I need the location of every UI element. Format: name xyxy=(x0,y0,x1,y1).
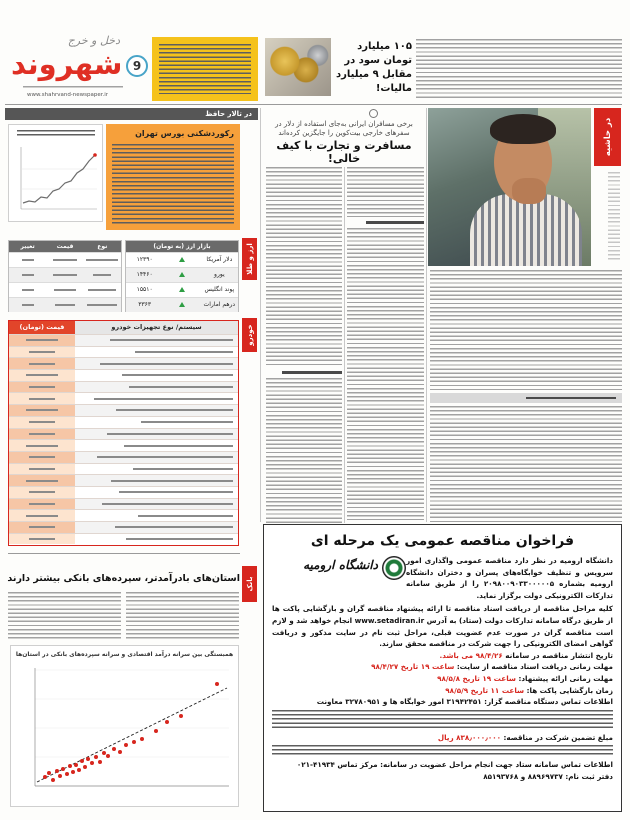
subheading xyxy=(282,371,342,374)
currency-tab-label: ارز و طلا xyxy=(245,243,254,275)
university-name: دانشگاه ارومیه xyxy=(303,558,378,572)
car-price-cell xyxy=(9,393,75,404)
scatter-point xyxy=(132,740,136,744)
tender-item: تاریخ انتشار مناقصه در سامانه ۹۸/۴/۲۶ می باشد. xyxy=(439,650,613,660)
table-row xyxy=(9,282,121,297)
illegible-text xyxy=(88,289,116,291)
car-price-cell xyxy=(9,475,75,486)
car-price-cell xyxy=(9,487,75,498)
gold-table-header xyxy=(9,241,121,252)
scatter-point xyxy=(179,714,183,718)
car-price-row xyxy=(9,533,238,545)
car-price-row xyxy=(9,334,238,346)
newspaper-logo: شهروند xyxy=(11,47,123,81)
column-header: تغییر xyxy=(20,243,35,250)
car-price-cell xyxy=(9,440,75,451)
section-title: دخل و خرج xyxy=(67,34,120,47)
currency-name: درهم امارات xyxy=(203,301,236,308)
bourse-report-title: رکوردشکنی بورس تهران xyxy=(135,129,234,138)
trend-line xyxy=(37,688,227,782)
scatter-point xyxy=(154,729,158,733)
illegible-text xyxy=(22,274,34,276)
tender-intro: دانشگاه ارومیه در نظر دارد مناقصه عمومی واگذاری امور سرویس و تنظیف خوابگاه‌های پسران و دختران دانشگاه ارومیه بشماره ۲۰۹۸۰۰۹۰۳۳۰۰۰۰۰۵ را از طریق سامانه تدارکات الکترونیکی دولت برگزار نماید. xyxy=(406,556,613,600)
scatter-point xyxy=(80,759,84,763)
scatter-point xyxy=(65,772,69,776)
issue-date-line xyxy=(23,86,123,90)
top-story-headline: ۱۰۵ میلیارد تومان سود در مقابل ۹ میلیارد مالیات! xyxy=(336,41,412,94)
car-price-cell xyxy=(9,510,75,521)
bourse-section-bar: در تالار حافظ xyxy=(5,108,258,120)
car-price-cell xyxy=(9,522,75,533)
illegible-text xyxy=(122,374,233,376)
trend-icon xyxy=(179,257,185,262)
scatter-point xyxy=(58,774,62,778)
car-price-cell xyxy=(9,417,75,428)
scatter-point xyxy=(90,761,94,765)
car-model-cell xyxy=(75,335,238,346)
illegible-text xyxy=(26,409,58,411)
car-model-cell xyxy=(75,464,238,475)
car-price-table xyxy=(8,320,239,546)
scatter-point xyxy=(112,747,116,751)
scatter-point xyxy=(98,760,102,764)
body-text xyxy=(272,745,613,757)
illegible-text xyxy=(116,409,233,411)
table-row xyxy=(9,267,121,282)
tender-process: کلیه مراحل مناقصه از دریافت اسناد مناقصه تا ارائه پیشنهاد مناقصه گران و بازگشایی پاکت ها از طریق درگاه سامانه تدارکات دولت (ستاد) به آدرس www.setadiran.ir انجام خواهد شد و لازم است مناقصه گران در صورت عدم عضویت قبلی، مراحل ثبت نام در سایت مذکور و دریافت گواهی امضای الکترونیکی را جهت شرکت در مناقصه محقق سازند. xyxy=(272,604,613,649)
scatter-point xyxy=(55,769,59,773)
car-price-row xyxy=(9,346,238,358)
bank-headline: استان‌های بادرآمدتر، سپرده‌های بانکی بیشتر دارند xyxy=(7,573,240,584)
scatter-point xyxy=(86,757,90,761)
scatter-point xyxy=(83,765,87,769)
column-rule xyxy=(344,167,345,523)
car-price-row xyxy=(9,498,238,510)
car-price-row xyxy=(9,509,238,521)
table-row xyxy=(126,297,238,312)
illegible-text xyxy=(53,259,77,261)
illegible-text xyxy=(26,445,58,447)
table-row xyxy=(126,282,238,297)
car-price-row xyxy=(9,451,238,463)
tender-title: فراخوان مناقصه عمومی یک مرحله ای xyxy=(310,533,575,549)
illegible-text xyxy=(53,274,77,276)
fx-table-title: بازار ارز (به تومان) xyxy=(126,241,238,252)
car-model-cell xyxy=(75,358,238,369)
university-emblem-icon xyxy=(382,556,406,580)
illegible-text xyxy=(29,363,55,365)
car-price-row xyxy=(9,463,238,475)
feature-column xyxy=(347,167,424,525)
illegible-text xyxy=(29,386,55,388)
tender-advertisement xyxy=(263,524,622,812)
illegible-text xyxy=(29,351,55,353)
body-text xyxy=(266,167,342,367)
car-table-header xyxy=(9,321,238,334)
photo-hand xyxy=(512,178,546,204)
feature-column-wide xyxy=(430,270,622,522)
illegible-text xyxy=(29,398,55,400)
car-model-cell xyxy=(75,347,238,358)
illegible-text xyxy=(102,503,233,505)
car-model-cell xyxy=(75,499,238,510)
scatter-point xyxy=(68,764,72,768)
tender-item: مهلت زمانی ارائه پیشنهاد: ساعت ۱۹ تاریخ ۹۸/۵/۸ xyxy=(437,673,613,683)
feature-photo xyxy=(428,108,591,266)
illegible-text xyxy=(26,480,58,482)
table-row xyxy=(126,252,238,267)
body-text xyxy=(266,378,342,524)
column-header: قیمت xyxy=(56,243,74,250)
body-text xyxy=(347,228,424,520)
chart-caption xyxy=(17,130,95,138)
photo-credit xyxy=(608,172,620,262)
divider xyxy=(8,553,240,554)
illegible-text xyxy=(110,339,233,341)
table-row xyxy=(9,297,121,312)
illegible-text xyxy=(111,480,233,482)
illegible-text xyxy=(22,304,34,306)
model-column-header: سیستم/ نوع تجهیزات خودرو xyxy=(75,321,238,334)
scatter-point xyxy=(51,778,55,782)
car-price-row xyxy=(9,416,238,428)
car-model-cell xyxy=(75,429,238,440)
currency-name: دلار آمریکا xyxy=(206,256,233,263)
illegible-text xyxy=(97,456,233,458)
car-price-row xyxy=(9,369,238,381)
illegible-text xyxy=(55,304,75,306)
car-price-cell xyxy=(9,499,75,510)
illegible-text xyxy=(135,351,233,353)
table-row xyxy=(9,252,121,267)
masthead xyxy=(5,32,150,102)
column-rule xyxy=(260,108,261,522)
cars-tab xyxy=(242,318,257,352)
bank-tab-label: بانک xyxy=(245,576,254,592)
promo-text xyxy=(159,44,251,94)
car-price-table-body xyxy=(9,334,238,544)
scatter-point xyxy=(124,743,128,747)
website-url: www.shahrvand-newspaper.ir xyxy=(27,92,109,98)
scatter-point xyxy=(94,755,98,759)
illegible-text xyxy=(86,259,118,261)
car-price-cell xyxy=(9,405,75,416)
car-price-row xyxy=(9,521,238,533)
currency-name: یورو xyxy=(214,271,225,278)
feature-kicker xyxy=(594,108,621,166)
university-logo xyxy=(278,555,406,585)
bank-tab xyxy=(242,566,257,602)
scatter-point xyxy=(140,737,144,741)
car-price-row xyxy=(9,486,238,498)
bullet-icon xyxy=(369,109,378,118)
car-price-row xyxy=(9,392,238,404)
subheading xyxy=(366,221,424,224)
car-price-cell xyxy=(9,429,75,440)
scatter-point xyxy=(61,767,65,771)
car-model-cell xyxy=(75,487,238,498)
illegible-text xyxy=(94,398,233,400)
car-model-cell xyxy=(75,417,238,428)
tender-body xyxy=(264,549,621,783)
feature-headline: مسافرت و تجارت با کیف خالی! xyxy=(276,139,412,165)
car-model-cell xyxy=(75,452,238,463)
bourse-index-chart xyxy=(8,124,103,222)
fx-table-body xyxy=(126,252,238,312)
cars-tab-label: خودرو xyxy=(245,324,254,346)
illegible-text xyxy=(29,503,55,505)
car-model-cell xyxy=(75,370,238,381)
car-price-cell xyxy=(9,347,75,358)
car-price-row xyxy=(9,381,238,393)
currency-tab xyxy=(242,238,257,280)
car-model-cell xyxy=(75,534,238,545)
illegible-text xyxy=(22,259,34,261)
chart-title: همبستگی بین سرانه درآمد اقتصادی و سرانه سپرده‌های بانکی در استان‌ها xyxy=(15,651,234,658)
page-number-badge: 9 xyxy=(126,55,148,77)
bank-article-text xyxy=(126,592,239,640)
car-price-row xyxy=(9,404,238,416)
scatter-point xyxy=(165,720,169,724)
car-price-cell xyxy=(9,358,75,369)
illegible-text xyxy=(22,289,34,291)
scatter-point xyxy=(102,751,106,755)
illegible-text xyxy=(129,386,233,388)
illegible-text xyxy=(29,456,55,458)
bourse-line-chart xyxy=(13,143,99,217)
car-price-row xyxy=(9,357,238,369)
currency-price: ۱۵۵۱۰ xyxy=(136,286,153,293)
scatter-point xyxy=(106,754,110,758)
bank-correlation-chart xyxy=(10,645,239,807)
illegible-text xyxy=(29,538,55,540)
trend-icon xyxy=(179,302,185,307)
currency-name: پوند انگلیس xyxy=(204,286,235,293)
tender-item: اطلاعات تماس دستگاه مناقصه گزار: ۳۱۹۴۲۴۵۱ امور خوابگاه ها و ۳۲۷۸۰۹۵۱ معاونت xyxy=(316,697,613,707)
tender-setad-contact: اطلاعات تماس سامانه ستاد جهت انجام مراحل عضویت در سامانه: مرکز تماس ۴۱۹۳۴-۰۲۱ xyxy=(296,760,613,770)
trend-icon xyxy=(179,272,185,277)
illegible-text xyxy=(133,468,233,470)
scatter-point xyxy=(77,768,81,772)
bourse-report-text xyxy=(112,144,234,224)
car-price-row xyxy=(9,428,238,440)
illegible-text xyxy=(126,538,233,540)
car-model-cell xyxy=(75,510,238,521)
price-column-header: قیمت (تومان) xyxy=(9,321,75,334)
body-text xyxy=(430,270,622,390)
photo-hair xyxy=(490,114,556,144)
column-header: نوع xyxy=(97,243,108,250)
car-price-cell xyxy=(9,534,75,545)
illegible-text xyxy=(119,491,233,493)
car-model-cell xyxy=(75,475,238,486)
illegible-text xyxy=(54,289,76,291)
car-price-row xyxy=(9,439,238,451)
car-price-row xyxy=(9,474,238,486)
body-text xyxy=(272,710,613,730)
divider xyxy=(5,104,622,105)
car-price-cell xyxy=(9,452,75,463)
illegible-text xyxy=(93,274,111,276)
top-story-body xyxy=(416,39,622,99)
index-line xyxy=(23,155,95,203)
scatter-point xyxy=(74,763,78,767)
car-price-cell xyxy=(9,370,75,381)
illegible-text xyxy=(26,515,58,517)
car-price-cell xyxy=(9,382,75,393)
photo-shirt xyxy=(470,194,582,266)
car-price-cell xyxy=(9,464,75,475)
body-text xyxy=(430,406,622,524)
scatter-point xyxy=(43,775,47,779)
scatter-plot xyxy=(15,662,235,802)
feature-column xyxy=(266,167,342,525)
illegible-text xyxy=(29,421,55,423)
table-row xyxy=(126,267,238,282)
currency-price: ۳۳۶۳ xyxy=(138,301,152,308)
gold-price-table xyxy=(8,240,122,312)
trend-icon xyxy=(179,287,185,292)
car-model-cell xyxy=(75,382,238,393)
currency-price: ۱۴۴۶۰ xyxy=(136,271,153,278)
illegible-text xyxy=(26,339,58,341)
tender-registration: دفتر ثبت نام: ۸۸۹۶۹۷۳۷ و ۸۵۱۹۳۷۶۸ xyxy=(483,771,613,781)
currency-price: ۱۲۳۹۰ xyxy=(136,256,153,263)
illegible-text xyxy=(87,304,117,306)
coins-photo xyxy=(265,38,331,96)
illegible-text xyxy=(26,374,58,376)
illegible-text xyxy=(100,363,233,365)
tender-guarantee: مبلغ تضمین شرکت در مناقصه: ۸۳۸٫۰۰۰٫۰۰۰ ریال xyxy=(437,732,613,742)
column-rule xyxy=(426,108,427,522)
car-model-cell xyxy=(75,393,238,404)
illegible-text xyxy=(29,468,55,470)
car-model-cell xyxy=(75,522,238,533)
illegible-text xyxy=(141,421,233,423)
illegible-text xyxy=(29,491,55,493)
car-model-cell xyxy=(75,405,238,416)
tender-item: زمان بازگشایی پاکت ها: ساعت ۱۱ تاریخ ۹۸/۵/۹ xyxy=(445,685,613,695)
scatter-point xyxy=(71,770,75,774)
latest-point xyxy=(93,153,97,157)
bourse-report-box xyxy=(106,124,240,230)
car-model-cell xyxy=(75,440,238,451)
promo-box xyxy=(152,37,258,101)
car-price-cell xyxy=(9,335,75,346)
gold-table-body xyxy=(9,252,121,312)
tender-item: مهلت زمانی دریافت اسناد مناقصه از سایت: ساعت ۱۹ تاریخ ۹۸/۴/۲۷ xyxy=(371,662,613,672)
scatter-point xyxy=(47,771,51,775)
illegible-text xyxy=(115,526,234,528)
body-text xyxy=(347,167,424,217)
feature-lede: برخی مسافران ایرانی به‌جای استفاده از دلار در سفرهای خارجی بیت‌کوین را جایگزین کرده‌اند xyxy=(275,120,413,137)
illegible-text xyxy=(29,526,55,528)
illegible-text xyxy=(107,433,233,435)
illegible-text xyxy=(124,445,233,447)
scatter-point xyxy=(215,682,219,686)
scatter-point xyxy=(118,750,122,754)
bank-article-text xyxy=(8,592,121,640)
fx-rate-table xyxy=(125,240,239,312)
illegible-text xyxy=(138,515,233,517)
kicker-label: در حاشیه xyxy=(602,117,613,157)
illegible-text xyxy=(29,433,55,435)
subheading-band xyxy=(430,393,622,403)
